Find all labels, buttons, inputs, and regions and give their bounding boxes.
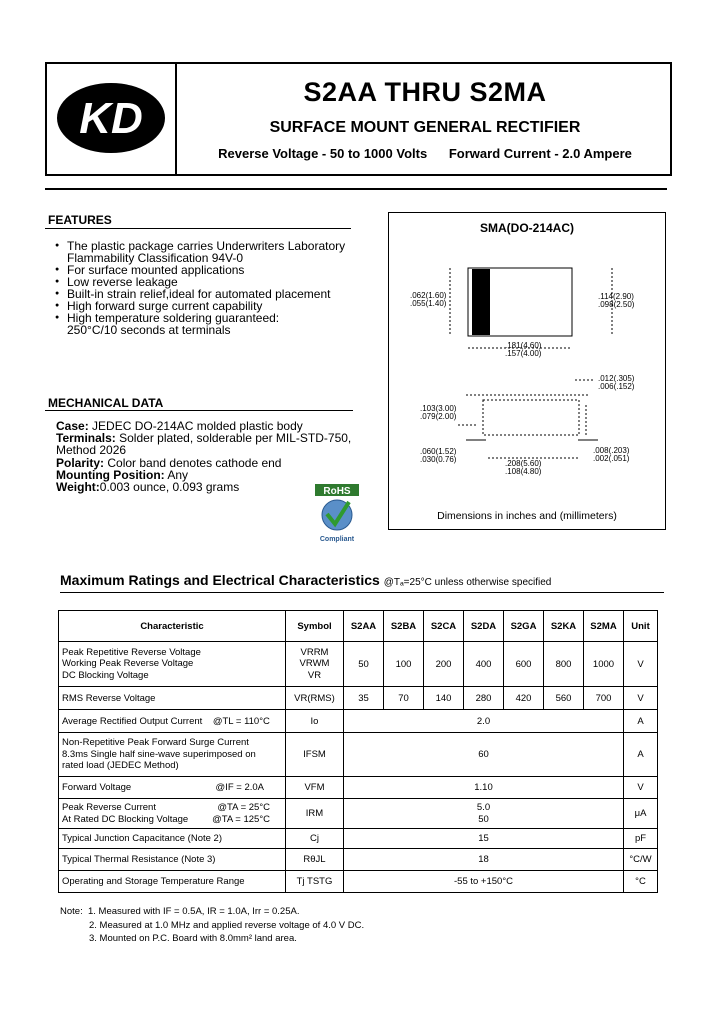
ratings-heading — [60, 572, 551, 588]
col-header: Symbol — [286, 611, 344, 642]
package-title: SMA(DO-214AC) — [479, 221, 574, 235]
note-1: 1. Measured with IF = 0.5A, IR = 1.0A, Irr = 0.25A. — [88, 906, 300, 917]
rohs-badge — [313, 484, 361, 544]
col-header: S2KA — [544, 611, 584, 642]
table-row: Average Rectified Output Current @TL = 110°C Io 2.0 A — [59, 710, 658, 733]
mechanical-data — [56, 420, 376, 493]
table-row: Operating and Storage Temperature Range Tj TSTG -55 to +150°C °C — [59, 871, 658, 893]
ratings-rule — [60, 592, 664, 593]
mech-mounting: Mounting Position: Any — [56, 467, 188, 482]
col-header: S2MA — [584, 611, 624, 642]
table-row: Typical Junction Capacitance (Note 2) Cj 15 pF — [59, 829, 658, 849]
logo-text: KD — [79, 94, 143, 143]
svg-text:Compliant: Compliant — [319, 536, 355, 543]
note-2: 2. Measured at 1.0 MHz and applied reverse voltage of 4.0 V DC. — [89, 919, 365, 931]
feature-item: ● For surface mounted applications — [55, 264, 375, 276]
dim-overall: .208(5.60) .108(4.80) — [505, 459, 542, 476]
note-3: 3. Mounted on P.C. Board with 8.0mm² land area. — [89, 933, 297, 944]
page-title: S2AA THRU S2MA — [303, 77, 547, 107]
mech-weight: Weight:0.003 ounce, 0.093 grams — [56, 480, 240, 495]
dim-foot: .060(1.52) .030(0.76) — [420, 447, 457, 464]
table-header-row — [59, 611, 658, 642]
table-row: Forward Voltage @IF = 2.0A VFM 1.10 V — [59, 777, 658, 799]
ratings-table — [58, 610, 658, 893]
mechanical-heading: MECHANICAL DATA — [48, 396, 164, 410]
col-header: S2AA — [344, 611, 384, 642]
dim-width: .114(2.90) .098(2.50) — [598, 292, 635, 309]
feature-item-cont: 250°C/10 seconds at terminals — [67, 323, 231, 337]
ratings-title: Maximum Ratings and Electrical Characteristics — [60, 572, 380, 588]
table-row: RMS Reverse Voltage VR(RMS) 35 70 140 280 420 560 700 V — [59, 687, 658, 710]
table-row: Non-Repetitive Peak Forward Surge Current 8.3ms Single half sine-wave superimposed on rated load (JEDEC Method) IFSM 60 A — [59, 733, 658, 777]
notes-label: Note: — [60, 906, 83, 917]
notes — [60, 905, 364, 946]
features-heading: FEATURES — [48, 213, 112, 227]
ratings-condition: @Tₐ=25°C unless otherwise specified — [383, 577, 552, 588]
forward-current: Forward Current - 2.0 Ampere — [448, 146, 632, 161]
col-header: Characteristic — [59, 611, 286, 642]
package-caption: Dimensions in inches and (millimeters) — [437, 510, 617, 522]
voltage-current-line — [175, 146, 675, 161]
package-drawing — [388, 240, 666, 480]
feature-item-cont: Flammability Classification 94V-0 — [67, 251, 244, 265]
dim-lead-thickness: .012(.305) .006(.152) — [598, 374, 635, 391]
feature-item: ● Low reverse leakage — [55, 276, 375, 288]
col-header: S2GA — [504, 611, 544, 642]
feature-item: ● Built-in strain relief,ideal for automated placement — [55, 288, 375, 300]
header-rule — [45, 188, 667, 190]
features-rule — [45, 228, 351, 229]
feature-item: ● High temperature soldering guaranteed: — [55, 312, 375, 324]
features-list — [55, 240, 375, 336]
kd-logo — [55, 80, 167, 156]
col-header: S2BA — [384, 611, 424, 642]
mech-terminals: Terminals: Solder plated, solderable per MIL-STD-750, — [56, 431, 352, 446]
col-header: S2DA — [464, 611, 504, 642]
mechanical-rule — [45, 410, 353, 411]
dim-pad: .103(3.00) .079(2.00) — [420, 404, 457, 421]
page-subtitle: SURFACE MOUNT GENERAL RECTIFIER — [269, 119, 581, 136]
table-row: Typical Thermal Resistance (Note 3) RθJL 18 °C/W — [59, 849, 658, 871]
svg-text:RoHS: RoHS — [323, 486, 351, 497]
col-header: S2CA — [424, 611, 464, 642]
table-row: Peak Repetitive Reverse Voltage Working Peak Reverse Voltage DC Blocking Voltage VRRM VRWM VR 50 100 200 400 600 800 1000 V — [59, 642, 658, 687]
feature-item: ● The plastic package carries Underwriters Laboratory — [55, 240, 375, 252]
reverse-voltage: Reverse Voltage - 50 to 1000 Volts — [218, 146, 428, 161]
dim-height: .062(1.60) .055(1.40) — [410, 291, 447, 308]
col-header: Unit — [624, 611, 658, 642]
mech-case: Case: JEDEC DO-214AC molded plastic body — [56, 419, 303, 433]
feature-item: ● High forward surge current capability — [55, 300, 375, 312]
table-row: Peak Reverse Current @TA = 25°C At Rated DC Blocking Voltage @TA = 125°C IRM 5.0 50 μA — [59, 799, 658, 829]
dim-standoff: .008(.203) .002(.051) — [593, 446, 630, 463]
mech-polarity: Polarity: Color band denotes cathode end — [56, 455, 282, 470]
dim-length: .181(4.60) .157(4.00) — [505, 341, 542, 358]
mech-terminals-method: Method 2026 — [56, 443, 127, 458]
